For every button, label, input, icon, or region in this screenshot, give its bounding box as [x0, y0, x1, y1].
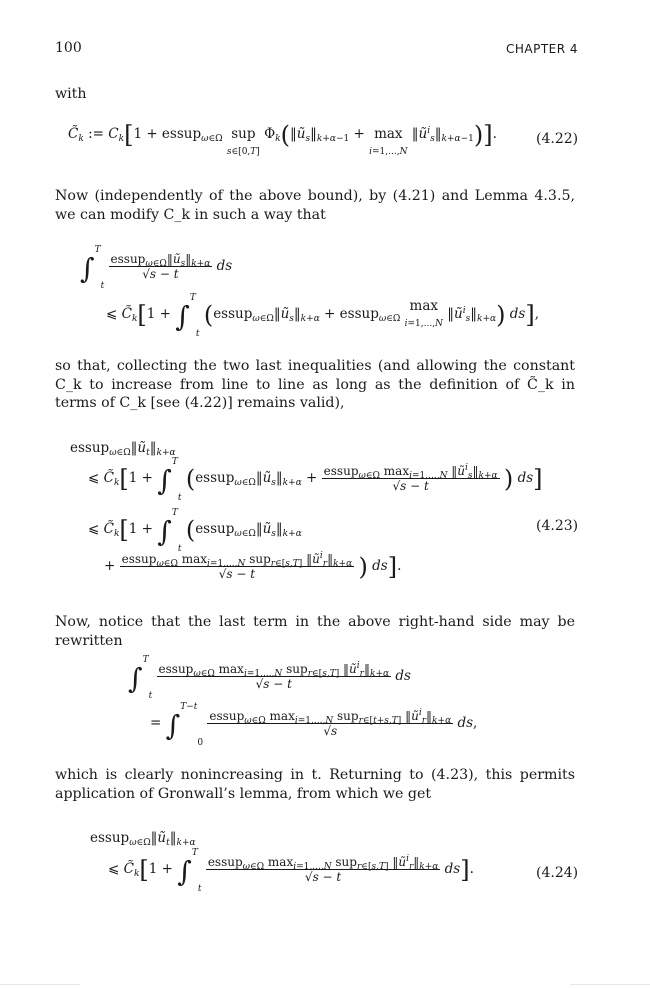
equation-rewrite-line1: ∫$^T_t$ $\frac{essup_{\omega\in\Omega} \max_{i=1,...,N} sup_{r\in[s,T]} ‖ũ^i_r‖_{k+\alpha}}{√s - t}$ ds: [128, 655, 411, 701]
text-with: with: [55, 86, 87, 102]
equation-label-4-22: (4.22): [536, 131, 579, 147]
equation-4-23-line2: ⩽ $C̃_k[1 + \int^T_t$ ($essup_{\omega\in\Omega}‖ũ_s‖_{k+\alpha}$ + $\frac{essup_{\omega\in\Omega} \max_{i=1,...,N} ‖ũ^i_s‖_{k+\alpha}}{√s - t}$ ) ds]: [88, 457, 543, 503]
equation-4-24-line1: $essup_{\omega\in\Omega}‖ũ_t‖_{k+\alpha}$: [90, 830, 196, 848]
equation-integral-bound-line2: ⩽ $C̃_k[1 + \int^T_t$ ($essup_{\omega\in\Omega}‖ũ_s‖_{k+\alpha}$ + essup$_{\omega\in\Omega}$ max i=1,...,N $‖ũ^i_s‖_{k+\alpha}$) ds],: [106, 293, 539, 339]
equation-4-23-line3: ⩽ $C̃_k[1 + \int^T_t$ ($essup_{\omega\in\Omega}‖ũ_s‖_{k+\alpha}$: [88, 508, 302, 554]
running-header-chapter: CHAPTER 4: [506, 42, 579, 56]
equation-4-22: $C̃_k$ := $C_k[1$ + essup$_{\omega\in\Omega}$ sup s∈[0,T] $\Phi_k(‖ũ_s‖_{k+\alpha-1} + \max$ i=1,...,N $‖ũ^i_s‖_{k+\alpha-1}$)].: [68, 121, 497, 157]
equation-label-4-24: (4.24): [536, 865, 579, 881]
scan-edge-left: [0, 984, 80, 985]
equation-integral-bound-line1: ∫$^T_t$ $\frac{essup_{\omega\in\Omega}‖ũ_s‖_{k+\alpha}}{√s - t}$ ds: [80, 245, 233, 291]
page-number: 100: [55, 40, 82, 56]
paragraph-notice: Now, notice that the last term in the above right-hand side may be rewritten: [55, 614, 575, 649]
equation-4-24-line2: ⩽ $C̃_k[1 + \int^T_t$ $\frac{essup_{\omega\in\Omega} \max_{i=1,...,N} sup_{r\in[s,T]} ‖ũ^i_r‖_{k+\alpha}}{√s - t}$ ds].: [108, 848, 474, 894]
equation-4-23-line1: $essup_{\omega\in\Omega}‖ũ_t‖_{k+\alpha}$: [70, 440, 176, 458]
paragraph-collecting: so that, collecting the two last inequalities (and allowing the constant C_k to increase from line to line as long as the definition of C̃_k in terms of C_k [see (4.22)] remains valid),: [55, 358, 575, 411]
paragraph-lemma: Now (independently of the above bound), by (4.21) and Lemma 4.3.5, we can modify C_k in such a way that: [55, 188, 575, 223]
paragraph-gronwall: which is clearly nonincreasing in t. Returning to (4.23), this permits application of Gronwall’s lemma, from which we get: [55, 767, 575, 802]
equation-label-4-23: (4.23): [536, 518, 579, 534]
scan-edge-right: [570, 984, 650, 985]
equation-rewrite-line2: = ∫$^{T-t}_0$ $\frac{essup_{\omega\in\Omega} \max_{i=1,...,N} sup_{r\in[t+s,T]} ‖ũ^i_r‖_{k+\alpha}}{√s}$ ds,: [150, 702, 478, 748]
equation-4-23-line4: + $\frac{essup_{\omega\in\Omega} \max_{i=1,...,N} sup_{r\in[s,T]} ‖ũ^i_r‖_{k+\alpha}}{√s - t}$ ) ds].: [104, 551, 402, 581]
